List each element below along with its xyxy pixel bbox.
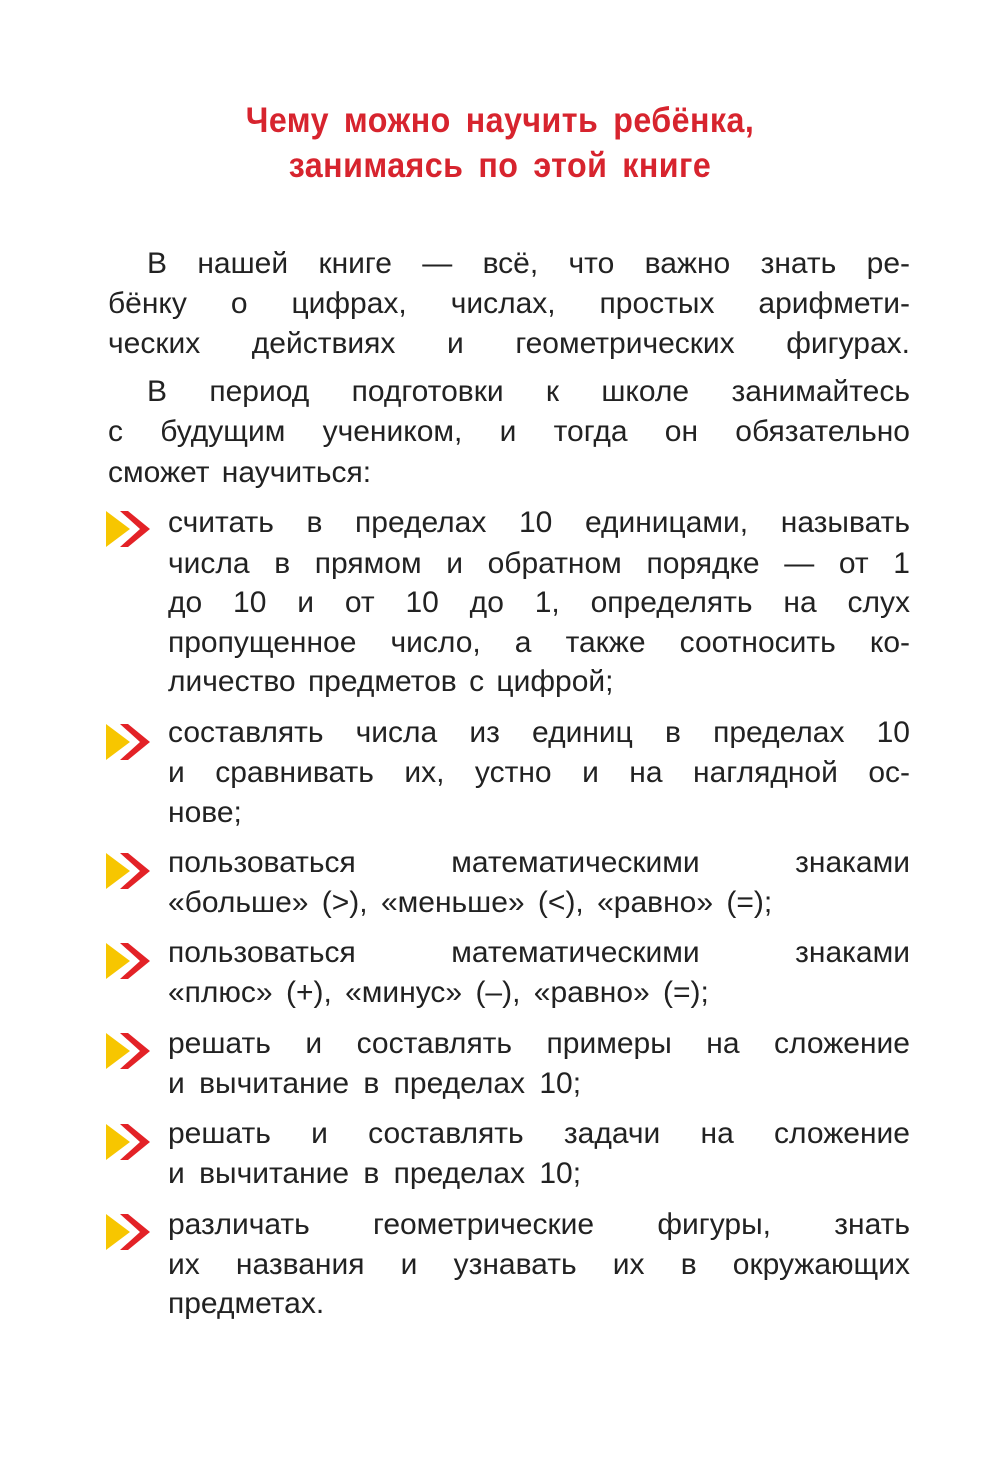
text-line: предметах.	[168, 1287, 325, 1320]
text-line: решать и составлять примеры на сложение	[168, 1027, 910, 1060]
double-chevron-right-icon	[106, 509, 152, 549]
title-line-1: Чему можно научить ребёнка,	[245, 101, 755, 140]
text-line: пропущенное число, а также соотносить ко-	[168, 626, 910, 659]
text-line: до 10 и от 10 до 1, определять на слух	[168, 586, 910, 619]
text-line: пользоваться математическими знаками	[168, 936, 910, 969]
text-line: нове;	[168, 796, 242, 829]
page-title	[0, 98, 1000, 188]
text-line: решать и составлять задачи на сложение	[168, 1117, 910, 1150]
text-line: В нашей книге — всё, что важно знать ре-	[147, 247, 910, 280]
text-line: и сравнивать их, устно и на наглядной ос-	[168, 756, 910, 789]
double-chevron-right-icon	[106, 1212, 152, 1252]
text-line: различать геометрические фигуры, знать	[168, 1208, 910, 1241]
text-line: «больше» (>), «меньше» (<), «равно» (=);	[168, 886, 773, 919]
text-line: с будущим учеником, и тогда он обязательно	[108, 415, 910, 448]
text-line: ческих действиях и геометрических фигурах.	[108, 327, 910, 360]
double-chevron-right-icon	[106, 1122, 152, 1162]
double-chevron-right-icon	[106, 722, 152, 762]
text-line: «плюс» (+), «минус» (–), «равно» (=);	[168, 976, 709, 1009]
text-line: считать в пределах 10 единицами, называть	[168, 506, 910, 539]
text-line: и вычитание в пределах 10;	[168, 1067, 582, 1100]
text-line: числа в прямом и обратном порядке — от 1	[168, 547, 910, 580]
text-line: В период подготовки к школе занимайтесь	[147, 375, 910, 408]
text-line: и вычитание в пределах 10;	[168, 1157, 582, 1190]
title-line-2: занимаясь по этой книге	[288, 146, 712, 185]
text-line: сможет научиться:	[108, 456, 372, 489]
text-line: личество предметов с цифрой;	[168, 665, 614, 698]
text-line: бёнку о цифрах, числах, простых арифмети-	[108, 287, 910, 320]
text-line: составлять числа из единиц в пределах 10	[168, 716, 910, 749]
text-line: пользоваться математическими знаками	[168, 846, 910, 879]
text-line: их названия и узнавать их в окружающих	[168, 1248, 910, 1281]
double-chevron-right-icon	[106, 851, 152, 891]
double-chevron-right-icon	[106, 941, 152, 981]
double-chevron-right-icon	[106, 1031, 152, 1071]
